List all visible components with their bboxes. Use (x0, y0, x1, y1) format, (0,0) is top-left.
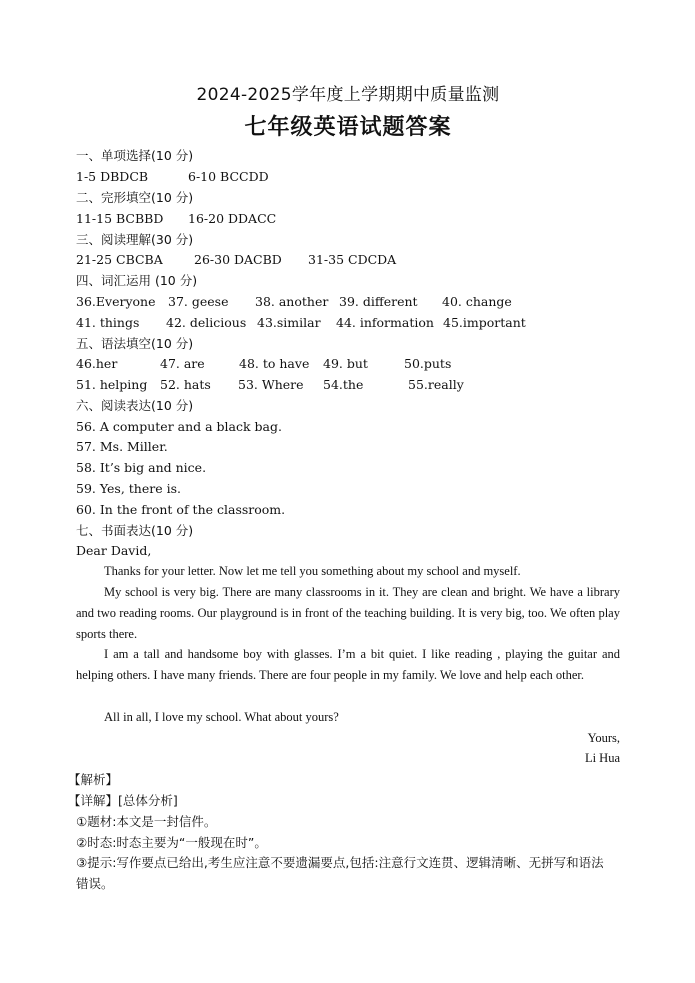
answer-line: 58. It’s big and nice. (76, 460, 207, 475)
answer-item: 44. information (336, 315, 434, 330)
answer-item: 48. to have (239, 356, 310, 371)
letter-signature: Li Hua (584, 751, 620, 765)
answer-group: 6-10 BCCDD (188, 169, 269, 184)
answer-item: 55.really (408, 377, 464, 392)
letter-paragraph-2: My school is very big. There are many classrooms in it. They are clean and bright. We have a library and two reading rooms. Our playground is in front of the teaching building. It is very big, too. We often play sports there. (76, 585, 620, 641)
answer-item: 49. but (323, 356, 368, 371)
section-3-answers (76, 252, 620, 268)
answer-item: 53. Where (238, 377, 304, 392)
answer-group: 26-30 DACBD (194, 252, 282, 267)
letter-paragraph-4: All in all, I love my school. What about yours? (104, 710, 339, 724)
answer-item: 42. delicious (166, 315, 247, 330)
section-6-heading: 六、阅读表达(10 分) (76, 398, 194, 413)
section-7-heading: 七、书面表达(10 分) (76, 523, 194, 538)
section-1-answers (76, 169, 620, 185)
answer-group: 16-20 DDACC (188, 211, 277, 226)
answer-line: 56. A computer and a black bag. (76, 419, 282, 434)
analysis-point: ③提示:写作要点已给出,考生应注意不要遗漏要点,包括:注意行文连贯、逻辑清晰、无拼写和语法错误。 (76, 855, 604, 891)
answer-item: 36.Everyone (76, 294, 156, 309)
answer-item: 47. are (160, 356, 205, 371)
section-3-heading: 三、阅读理解(30 分) (76, 232, 194, 247)
answer-item: 50.puts (404, 356, 452, 371)
answer-item: 41. things (76, 315, 140, 330)
section-4-heading: 四、词汇运用 (10 分) (76, 273, 198, 288)
section-1-heading: 一、单项选择(10 分) (76, 148, 194, 163)
answer-item: 40. change (442, 294, 512, 309)
section-2-heading: 二、完形填空(10 分) (76, 190, 194, 205)
letter-paragraph-1: Thanks for your letter. Now let me tell you something about my school and myself. (104, 564, 521, 578)
answer-group: 31-35 CDCDA (308, 252, 397, 267)
answer-line: 59. Yes, there is. (76, 481, 181, 496)
letter-greeting: Dear David, (76, 543, 152, 558)
answer-line: 57. Ms. Miller. (76, 439, 168, 454)
analysis-label: 【解析】 (68, 772, 119, 787)
letter-closing: Yours, (587, 731, 620, 745)
section-5-row-1 (76, 356, 620, 372)
answer-item: 39. different (339, 294, 418, 309)
analysis-point: ①题材:本文是一封信件。 (76, 814, 217, 829)
answer-item: 37. geese (168, 294, 229, 309)
analysis-point: ②时态:时态主要为“一般现在时”。 (76, 835, 267, 850)
section-4-row-2 (76, 315, 620, 331)
section-5-heading: 五、语法填空(10 分) (76, 336, 194, 351)
answer-item: 45.important (443, 315, 526, 330)
answer-item: 46.her (76, 356, 118, 371)
detail-label: 【详解】[总体分析] (68, 793, 178, 808)
answer-item: 51. helping (76, 377, 148, 392)
section-5-row-2 (76, 377, 620, 393)
answer-item: 52. hats (160, 377, 211, 392)
answer-group: 21-25 CBCBA (76, 252, 163, 267)
answer-item: 38. another (255, 294, 329, 309)
letter-paragraph-3: I am a tall and handsome boy with glasses. I’m a bit quiet. I like reading , playing the guitar and helping others. I have many friends. There are four people in my family. We love and help each other. (76, 647, 620, 682)
answer-item: 43.similar (257, 315, 321, 330)
answer-group: 1-5 DBDCB (76, 169, 149, 184)
answer-item: 54.the (323, 377, 364, 392)
answer-line: 60. In the front of the classroom. (76, 502, 286, 517)
section-4-row-1 (76, 294, 620, 310)
exam-subtitle: 七年级英语试题答案 (244, 115, 452, 140)
answer-group: 11-15 BCBBD (76, 211, 164, 226)
exam-title: 2024-2025学年度上学期期中质量监测 (196, 85, 500, 105)
section-2-answers (76, 211, 620, 227)
